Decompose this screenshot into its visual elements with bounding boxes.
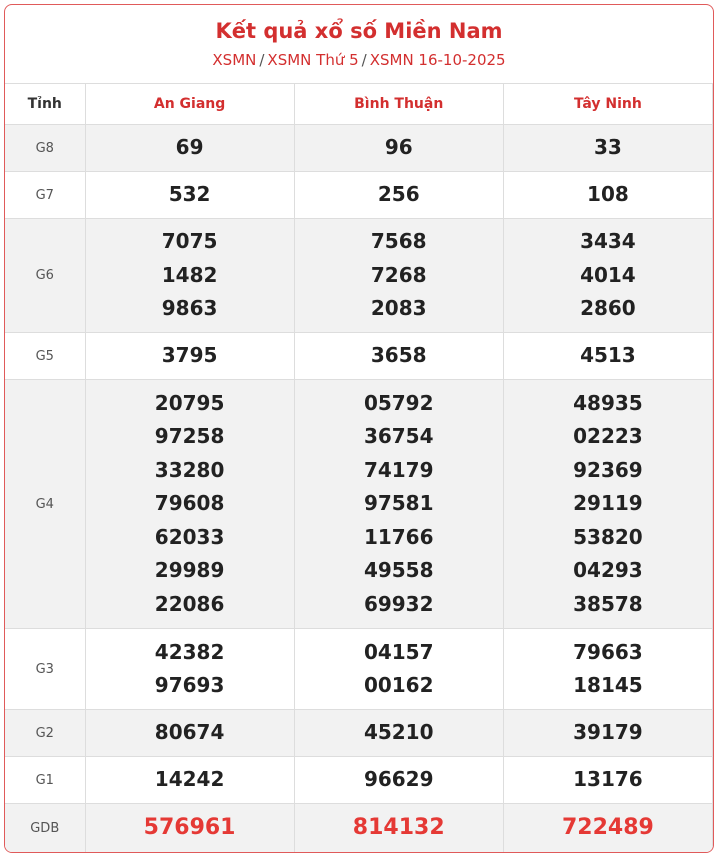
prize-label: G5 <box>5 333 85 380</box>
column-header-province: Bình Thuận <box>294 84 503 125</box>
result-cell <box>503 380 712 629</box>
column-header-prize: Tỉnh <box>5 84 85 125</box>
result-number: 33 <box>593 135 622 160</box>
result-number: 108 <box>587 182 629 207</box>
results-card <box>4 4 714 853</box>
result-number: 79608 <box>154 491 225 516</box>
prize-label: G1 <box>5 757 85 804</box>
table-row <box>5 629 713 710</box>
result-cell <box>503 219 712 333</box>
prize-label: G8 <box>5 125 85 172</box>
result-cell <box>85 333 294 380</box>
result-number: 04293 <box>573 558 643 583</box>
result-number: 14242 <box>154 767 225 792</box>
page-title: Kết quả xổ số Miền Nam <box>215 19 503 43</box>
special-prize-number: 576961 <box>143 815 236 841</box>
prize-label: G2 <box>5 710 85 757</box>
result-cell <box>294 710 503 757</box>
result-number: 42382 <box>154 639 225 664</box>
result-number: 29989 <box>154 558 225 583</box>
breadcrumb-link-xsmn[interactable]: XSMN <box>212 51 257 69</box>
result-cell <box>503 710 712 757</box>
result-number: 2860 <box>580 296 636 321</box>
result-cell <box>85 172 294 219</box>
table-header-row <box>5 84 713 125</box>
prize-label: GDB <box>5 804 85 853</box>
result-cell <box>294 380 503 629</box>
result-cell <box>85 710 294 757</box>
result-cell <box>294 219 503 333</box>
result-number: 97258 <box>154 424 225 449</box>
result-number: 7268 <box>370 262 427 287</box>
result-number: 74179 <box>363 457 434 482</box>
result-number: 4513 <box>580 343 636 368</box>
result-number: 29119 <box>573 491 643 516</box>
result-number: 04157 <box>363 639 434 664</box>
breadcrumb-separator: / <box>361 51 367 69</box>
result-cell <box>85 380 294 629</box>
result-cell <box>85 219 294 333</box>
result-cell <box>503 333 712 380</box>
result-number: 38578 <box>573 591 643 616</box>
results-body <box>5 125 713 853</box>
table-row <box>5 125 713 172</box>
result-number: 2083 <box>370 296 427 321</box>
result-cell <box>503 125 712 172</box>
result-number: 20795 <box>154 390 225 415</box>
result-number: 48935 <box>573 390 643 415</box>
result-number: 96629 <box>363 767 434 792</box>
breadcrumb-link-xsmn-weekday[interactable]: XSMN Thứ 5 <box>267 51 359 69</box>
result-number: 97693 <box>154 673 225 697</box>
result-cell <box>503 629 712 710</box>
result-number: 3434 <box>580 229 636 254</box>
result-number: 69 <box>175 135 204 160</box>
special-prize-number: 814132 <box>352 815 445 841</box>
table-row <box>5 219 713 333</box>
result-number: 96 <box>384 135 413 160</box>
table-row <box>5 804 713 853</box>
table-row <box>5 380 713 629</box>
result-number: 00162 <box>363 673 434 697</box>
result-number: 7568 <box>370 229 427 254</box>
result-number: 97581 <box>363 491 434 516</box>
result-cell <box>294 629 503 710</box>
result-cell <box>294 125 503 172</box>
result-number: 05792 <box>363 390 434 415</box>
result-number: 62033 <box>154 524 225 549</box>
result-number: 92369 <box>573 457 643 482</box>
prize-label: G6 <box>5 219 85 333</box>
result-cell <box>503 172 712 219</box>
result-number: 532 <box>168 182 211 207</box>
special-prize-number: 722489 <box>561 815 654 841</box>
result-number: 39179 <box>573 720 643 745</box>
prize-label: G4 <box>5 380 85 629</box>
result-number: 02223 <box>573 424 643 449</box>
prize-label: G3 <box>5 629 85 710</box>
result-cell <box>294 757 503 804</box>
result-number: 33280 <box>154 457 225 482</box>
result-number: 3795 <box>161 343 218 368</box>
table-row <box>5 333 713 380</box>
result-number: 256 <box>377 182 420 207</box>
column-header-province: Tây Ninh <box>503 84 712 125</box>
result-number: 69932 <box>363 591 434 616</box>
breadcrumb-link-xsmn-date[interactable]: XSMN 16-10-2025 <box>369 51 506 69</box>
result-number: 79663 <box>573 639 643 664</box>
result-cell <box>85 757 294 804</box>
result-number: 53820 <box>573 524 643 549</box>
result-cell <box>294 172 503 219</box>
prize-label: G7 <box>5 172 85 219</box>
column-header-province: An Giang <box>85 84 294 125</box>
result-number: 11766 <box>363 524 434 549</box>
result-cell <box>85 629 294 710</box>
result-number: 80674 <box>154 720 225 745</box>
result-cell <box>85 804 294 853</box>
result-cell <box>85 125 294 172</box>
result-cell <box>503 804 712 853</box>
result-number: 4014 <box>580 262 636 287</box>
result-number: 7075 <box>161 229 218 254</box>
breadcrumb-separator: / <box>259 51 265 69</box>
result-number: 13176 <box>573 767 643 792</box>
result-number: 1482 <box>161 262 218 287</box>
table-row <box>5 710 713 757</box>
result-number: 49558 <box>363 558 434 583</box>
results-table <box>5 83 713 853</box>
result-number: 18145 <box>573 673 643 697</box>
result-cell <box>294 804 503 853</box>
table-row <box>5 757 713 804</box>
results-header <box>5 5 713 83</box>
table-row <box>5 172 713 219</box>
breadcrumb <box>5 49 713 71</box>
result-cell <box>503 757 712 804</box>
result-number: 9863 <box>161 296 218 321</box>
result-number: 3658 <box>370 343 427 368</box>
result-number: 36754 <box>363 424 434 449</box>
result-number: 22086 <box>154 591 225 616</box>
result-cell <box>294 333 503 380</box>
result-number: 45210 <box>363 720 434 745</box>
